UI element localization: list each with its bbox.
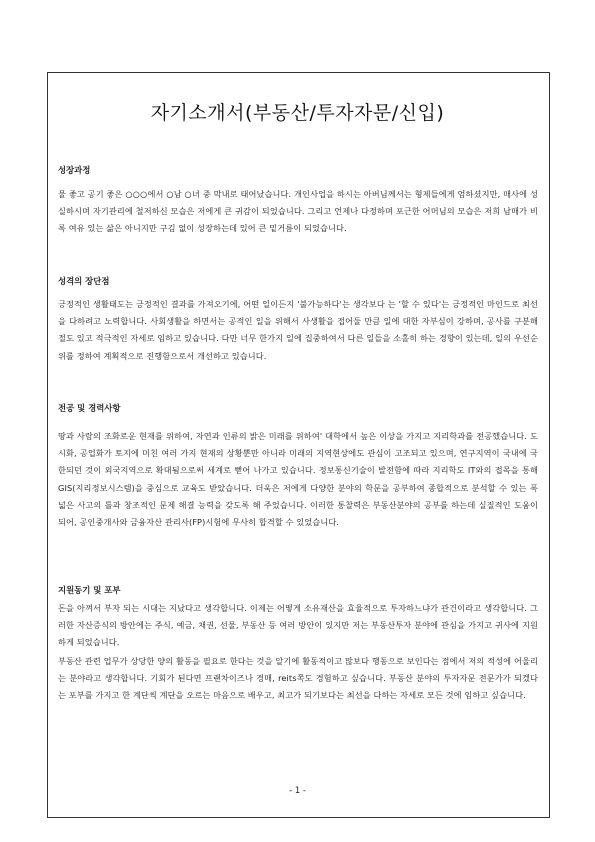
section-paragraph-motivation-2: 부동산 관련 업무가 상당한 양의 활동을 필요로 한다는 것을 알기에 활동적이고 많보다 행동으로 보인다는 점에서 저의 적성에 어울리는 분야라고 생각합니다. 기회가 된다면 프랜차이즈나 경매, reits쪽도 경험하고 싶습니다. 부동산 분야의 투자자문 전문가가 되겠다는 포부를 가지고 한 계단씩 계단을 오르는 마음으로 배우고, 최고가 되기보다는 최선을 다하는 자세로 모든 것에 임하고 싶습니다. bbox=[58, 656, 538, 701]
section-heading-motivation: 지원동기 및 포부 bbox=[58, 585, 121, 595]
page-number: - 1 - bbox=[289, 785, 306, 795]
document-title: 자기소개서(부동산/투자자문/신입) bbox=[150, 102, 445, 124]
section-paragraph-growth: 물 좋고 공기 좋은 ○○○에서 ○남 ○녀 중 막내로 태어났습니다. 개인사업을 하시는 아버님께서는 형제들에게 엄하셨지만, 매사에 성실하시며 자기관리에 철저하신 모습은 저에게 큰 귀감이 되었습니다. 그리고 언제나 다정하며 포근한 어머님의 모습은 저희 남매가 비록 여유 있는 삶은 아니지만 구김 없이 성장하는데 있어 큰 밑거름이 되었습니다. bbox=[58, 189, 538, 234]
section-heading-major: 전공 및 경력사항 bbox=[58, 403, 121, 413]
section-paragraph-motivation-1: 돈을 아껴서 부자 되는 시대는 지났다고 생각합니다. 이제는 어떻게 소유재산을 효율적으로 투자하느냐가 관건이라고 생각합니다. 그러한 자산증식의 방안에는 주식, 예금, 채권, 선물, 부동산 등 여러 방안이 있지만 저는 부동산투자 분야에 관심을 가지고 귀사에 지원하게 되었습니다. bbox=[58, 603, 538, 648]
section-paragraph-personality: 긍정적인 생활태도는 긍정적인 결과를 가져오기에, 어떤 일이든지 '불가능하다'는 생각보다 는 '할 수 있다'는 긍정적인 마인드로 최선을 다하려고 노력합니다. 사회생활을 하면서는 공적인 일을 위해서 사생활을 접어둘 만큼 일에 대한 자부심이 강하며, 공사를 구분해 절도 있고 적극적인 자세로 임하고 있습니다. 다만 너무 한가지 일에 집중하여서 다른 일들을 소홀히 하는 경향이 있는데, 일의 우선순위를 정하여 계획적으로 진행함으로서 개선하고 있습니다. bbox=[58, 299, 538, 361]
section-heading-personality: 성격의 장단점 bbox=[58, 276, 110, 286]
section-heading-growth: 성장과정 bbox=[58, 165, 91, 175]
section-paragraph-major: 땅과 사람의 조화로운 현재를 위하여, 자연과 인류의 밝은 미래를 위하여' 대학에서 높은 이상을 가지고 지리학과를 전공했습니다. 도시화, 공업화가 토지에 미친 여러 가지 현재의 상황뿐만 아니라 미래의 지역현상에도 관심이 고조되고 있으며, 연구지역이 국내에 국한되던 것이 외국지역으로 확대됨으로써 세계로 뻗어 나가고 있습니다. 정보통신기술이 발전함에 따라 지리학도 IT와의 접목을 통해 GIS(지리정보시스템)을 중심으로 교육도 받았습니다. 더욱은 저에게 다양한 분야의 학문을 공부하여 종합적으로 분석할 수 있는 폭 넓은 사고의 틀과 창조적인 문제 해결 능력을 갖도록 해 주었습니다. 이러한 통찰력은 부동산분야의 공부를 하는데 실질적인 도움이 되어, 공인중개사와 금융자산 관리사(FP)시험에 무사히 합격할 수 있었습니다. bbox=[58, 431, 538, 528]
